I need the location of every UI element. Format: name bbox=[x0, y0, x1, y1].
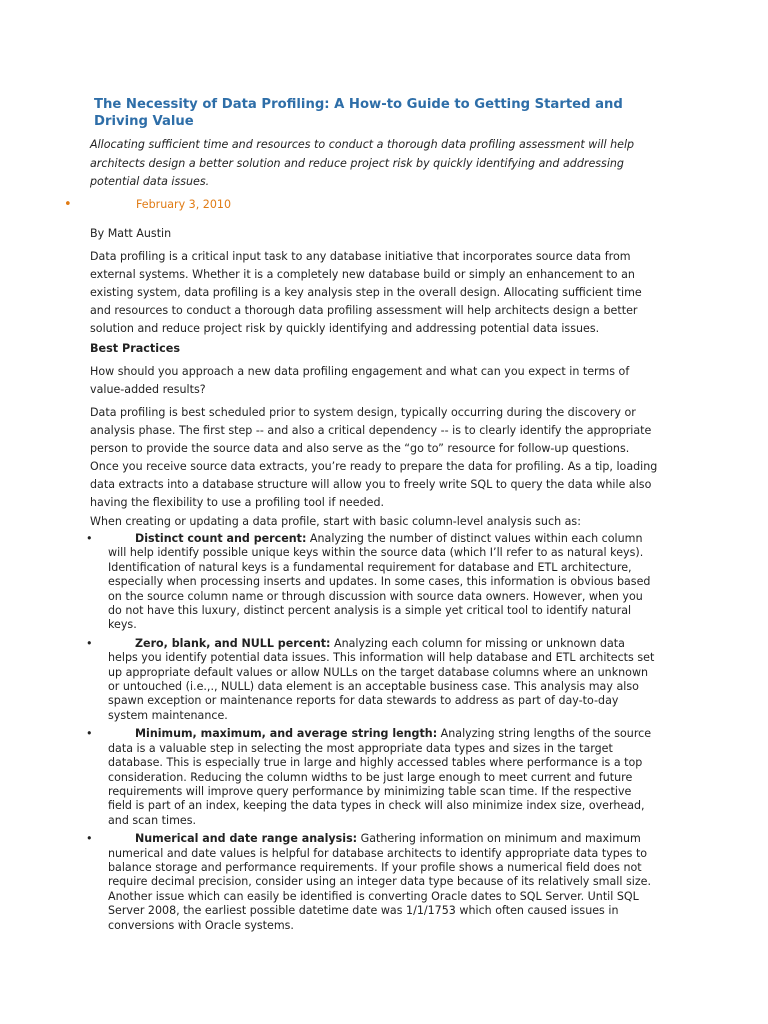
list-item-text: Gathering information on minimum and maximum numerical and date values is helpful for database architects to identify appropriate data types to balance storage and performance requirements. If your profile shows a numerical field does not require decimal precision, consider using an integer data type because of its relatively small size. Another issue which can easily be identified is converting Oracle dates to SQL Server. Until SQL Server 2008, the earliest possible datetime date was 1/1/1753 which often caused issues in conversions with Oracle systems. bbox=[108, 832, 651, 932]
byline: By Matt Austin bbox=[90, 227, 172, 240]
schedule-paragraph: Data profiling is best scheduled prior to system design, typically occurring during the discovery or analysis phase. The first step -- and also a critical dependency -- is to clearly identify the appropriate person to provide the source data and also serve as the “go to” resource for follow-up questions. Once you receive source data extracts, you’re ready to prepare the data for profiling. As a tip, loading data extracts into a database structure will allow you to freely write SQL to query the data while also having the flexibility to use a profiling tool if needed. bbox=[90, 406, 658, 510]
list-item-body bbox=[108, 637, 656, 723]
publish-date: February 3, 2010 bbox=[136, 198, 232, 211]
list-item-text: Analyzing string lengths of the source data is a valuable step in selecting the most appropriate data types and sizes in the target database. This is especially true in large and highly accessed tables where performance is a top consideration. Reducing the column widths to be just large enough to meet current and future requirements will improve query performance by minimizing table scan time. If the respective field is part of an index, keeping the data types in check will also minimize index size, overhead, and scan times. bbox=[108, 727, 652, 827]
list-item bbox=[0, 727, 768, 828]
list-item-term: Distinct count and percent: bbox=[135, 532, 307, 545]
section-heading: Best Practices bbox=[90, 342, 180, 355]
bullet-icon: • bbox=[86, 832, 93, 846]
article-title: The Necessity of Data Profiling: A How-to Guide to Getting Started and Driving Value bbox=[94, 97, 623, 129]
bullet-icon: • bbox=[86, 636, 93, 650]
list-item bbox=[0, 637, 768, 723]
list-item-term: Minimum, maximum, and average string length: bbox=[135, 727, 438, 741]
article-subtitle: Allocating sufficient time and resources to conduct a thorough data profiling assessment will help architects design a better solution and reduce project risk by quickly identifying and addressing potential data issues. bbox=[90, 138, 635, 188]
list-item-term: Zero, blank, and NULL percent: bbox=[135, 636, 331, 650]
list-item-text: Analyzing the number of distinct values within each column will help identify possible unique keys within the source data (which I’ll refer to as natural keys). Identification of natural keys is a fundamental requirement for database and ETL architecture, especially when processing inserts and updates. In some cases, this information is obvious based on the source column name or through discussion with source data owners. However, when you do not have this luxury, distinct percent analysis is a simple yet critical tool to identify natural keys. bbox=[108, 532, 651, 632]
list-item bbox=[0, 532, 768, 633]
intro-paragraph: Data profiling is a critical input task to any database initiative that incorporates source data from external systems. Whether it is a completely new database build or simply an enhancement to an existing system, data profiling is a key analysis step in the overall design. Allocating sufficient time and resources to conduct a thorough data profiling assessment will help architects design a better solution and reduce project risk by quickly identifying and addressing potential data issues. bbox=[90, 250, 642, 336]
list-item-text: Analyzing each column for missing or unknown data helps you identify potential data issues. This information will help database and ETL architects set up appropriate default values or allow NULLs on the target database columns where an unknown or untouched (i.e.,., NULL) data element is an acceptable business case. This analysis may also spawn exception or maintenance reports for data stewards to address as part of day-to-day system maintenance. bbox=[108, 636, 655, 722]
list-item-body bbox=[108, 832, 656, 933]
bullet-icon: • bbox=[86, 727, 93, 741]
analysis-list bbox=[0, 532, 768, 937]
date-row bbox=[64, 197, 464, 215]
date-bullet-icon: • bbox=[64, 197, 72, 212]
list-item-term: Numerical and date range analysis: bbox=[135, 832, 358, 846]
bullet-icon: • bbox=[86, 532, 93, 545]
question-paragraph: How should you approach a new data profiling engagement and what can you expect in terms of value-added results? bbox=[90, 365, 630, 397]
list-item-body bbox=[108, 727, 656, 828]
list-item-body bbox=[108, 532, 656, 633]
list-item bbox=[0, 832, 768, 933]
lead-in-paragraph: When creating or updating a data profile, start with basic column-level analysis such as: bbox=[90, 515, 581, 528]
